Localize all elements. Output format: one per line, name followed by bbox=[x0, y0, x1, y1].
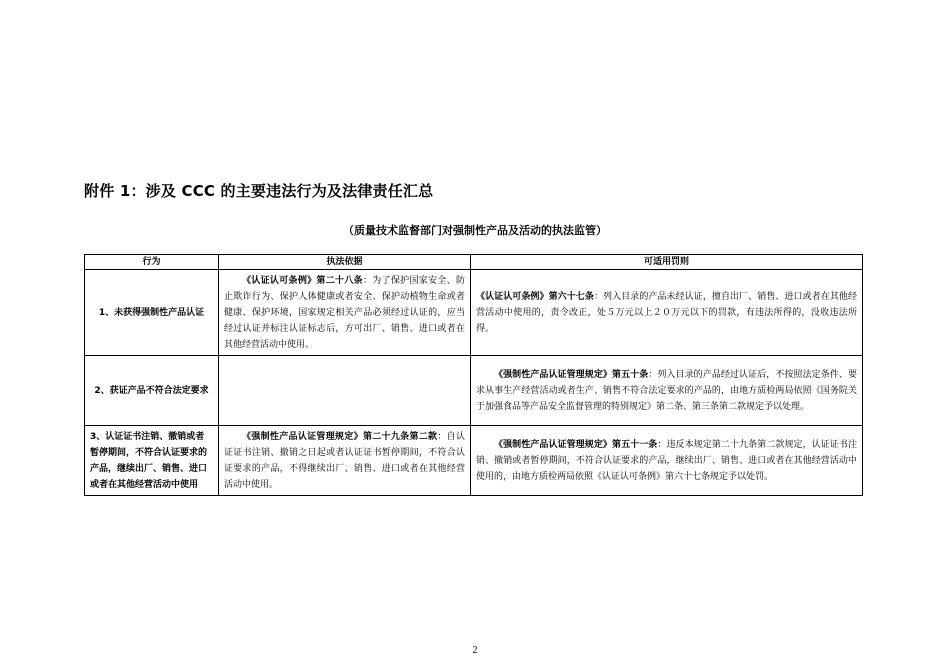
row-penalty bbox=[471, 356, 863, 426]
row-basis bbox=[219, 270, 471, 356]
basis-text: ：自认证证书注销、撤销之日起或者认证证书暂停期间，不符合认证要求的产品，不得继续出厂、销售、进口或者在其他经营活动中使用。 bbox=[224, 431, 465, 490]
header-penalty: 可适用罚则 bbox=[471, 255, 863, 270]
row-penalty bbox=[471, 426, 863, 496]
row-act: 3、认证证书注销、撤销或者暂停期间，不符合认证要求的产品，继续出厂、销售、进口或者在其他经营活动中使用 bbox=[85, 426, 219, 496]
header-basis: 执法依据 bbox=[219, 255, 471, 270]
penalty-law: 《认证认可条例》第六十七条 bbox=[476, 291, 594, 302]
violations-table bbox=[84, 254, 863, 496]
header-act: 行为 bbox=[85, 255, 219, 270]
document-title: 附件 1：涉及 CCC 的主要违法行为及法律责任汇总 bbox=[84, 182, 434, 200]
basis-text: ：为了保护国家安全、防止欺诈行为、保护人体健康或者安全、保护动植物生命或者健康、保护环境，国家规定相关产品必须经过认证的，应当经过认证并标注认证标志后，方可出厂、销售、进口或者在其他经营活动中使用。 bbox=[224, 275, 465, 350]
penalty-text: ：列入目录的产品经过认证后，不按照法定条件、要求从事生产经营活动或者生产、销售不符合法定要求的产品的，由地方质检两局依照《国务院关于加强食品等产品安全监督管理的特别规定》第二条、第三条第二款规定予以处理。 bbox=[476, 369, 857, 412]
penalty-text: ：列入目录的产品未经认证，擅自出厂、销售、进口或者在其他经营活动中使用的，责令改正，处５万元以上２０万元以下的罚款，有违法所得的，没收违法所得。 bbox=[476, 291, 857, 334]
table-row bbox=[85, 270, 863, 356]
penalty-law: 《强制性产品认证管理规定》第五十条 bbox=[494, 369, 649, 380]
penalty-text: ：违反本规定第二十九条第二款规定，认证证书注销、撤销或者暂停期间，不符合认证要求的产品，继续出厂、销售、进口或者在其他经营活动中使用的，由地方质检两局依照《认证认可条例》第六十七条规定予以处罚。 bbox=[476, 439, 857, 482]
table-row bbox=[85, 356, 863, 426]
table-row bbox=[85, 426, 863, 496]
page-number: 2 bbox=[472, 645, 478, 656]
basis-law: 《认证认可条例》第二十八条 bbox=[242, 275, 363, 286]
basis-law: 《强制性产品认证管理规定》第二十九条第二款 bbox=[242, 431, 438, 442]
table-header-row bbox=[85, 255, 863, 270]
row-basis bbox=[219, 356, 471, 426]
row-basis bbox=[219, 426, 471, 496]
row-act: 2、获证产品不符合法定要求 bbox=[85, 356, 219, 426]
penalty-law: 《强制性产品认证管理规定》第五十一条 bbox=[494, 439, 658, 450]
document-subtitle: （质量技术监督部门对强制性产品及活动的执法监管） bbox=[343, 224, 607, 237]
row-penalty bbox=[471, 270, 863, 356]
row-act: 1、未获得强制性产品认证 bbox=[85, 270, 219, 356]
